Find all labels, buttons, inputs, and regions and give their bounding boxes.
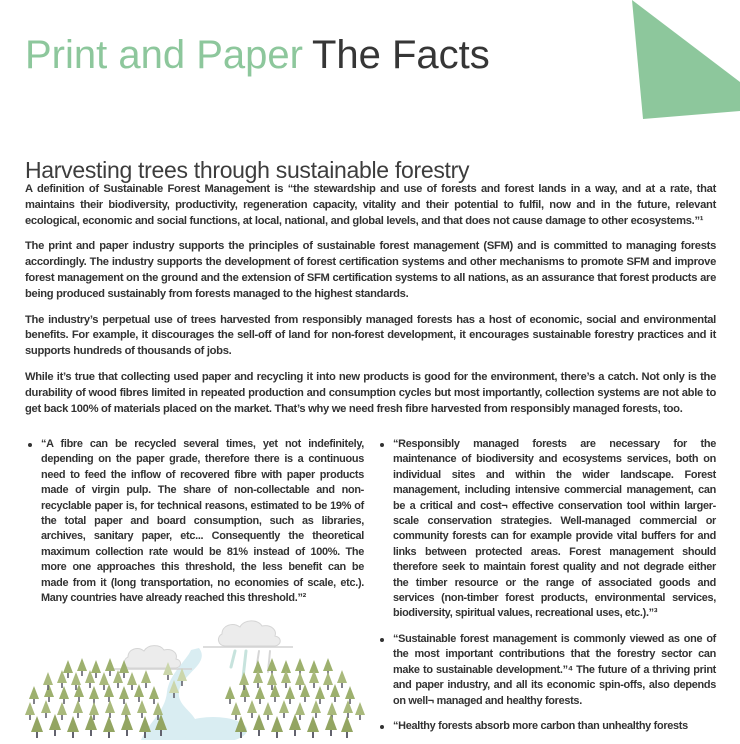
left-bullet-list — [25, 437, 364, 606]
title-suffix: The Facts — [311, 33, 490, 77]
forest-left — [25, 658, 167, 738]
bullet-dot-icon — [380, 443, 384, 447]
intro-paragraph-2: The print and paper industry supports the principles of sustainable forest management (SFM) and is committed to managing forests accordingly. The industry supports the development of forest certification systems and other mechanisms to promote SFM and improve forest management on the ground and the extension of SFM certification systems to all nations, as an assurance that forest products are being produced sustainably from forests managed to the highest standards. — [25, 240, 716, 300]
bullet-item — [25, 437, 364, 606]
intro-section — [25, 182, 716, 427]
corner-triangle-decoration — [630, 0, 740, 120]
bullet-text: “Responsibly managed forests are necessary for the maintenance of biodiversity and ecosystems services, both on individual sites and within the wider landscape. Forest management, including intensive commercial management, can be a critical and cost¬ effective conservation tool within larger-scale conservation strategies. Well-managed commercial or community forests can for example provide vital buffers for and links between protected areas. Forest management should therefore seek to maintain forest quality and not degrade either the timber resource or the range of associated goods and services (non-timber forest products, environmental services, biodiversity, spiritual values, recreational uses, etc.).”³ — [393, 438, 716, 620]
right-column — [377, 437, 716, 744]
intro-paragraph-1: A definition of Sustainable Forest Management is “the stewardship and use of forests and forest lands in a way, and at a rate, that maintains their biodiversity, productivity, regeneration capacity, vitality and their potential to fulfil, now and in the future, relevant ecological, economic and social functions, at local, national, and global levels, and that does not cause damage to other ecosystems.”¹ — [25, 183, 716, 227]
intro-paragraph-4: While it’s true that collecting used paper and recycling it into new products is good for the environment, there’s a catch. Not only is the durability of wood fibres limited in repeated production and consumption cycles but most importantly, collection systems are not able to get back 100% of materials placed on the market. That’s why we need fresh fibre harvested from responsibly managed forests, too. — [25, 370, 716, 415]
bullet-item — [377, 719, 716, 734]
section-heading: Harvesting trees through sustainable forestry — [25, 157, 470, 184]
forest-illustration — [25, 618, 365, 740]
rain-cloud-icon — [203, 621, 293, 678]
bullet-text: “A fibre can be recycled several times, yet not indefinitely, depending on the paper grade, therefore there is a continuous need to feed the inflow of recovered fibre with paper products made of virgin pulp. The share of non-collectable and non-recyclable paper is, for technical reasons, estimated to be 19% of the total paper and board consumption, such as libraries, archives, sanitary paper, etc... Consequently the theoretical maximum collection rate would be 81% instead of 100%. The more one approaches this threshold, the less benefit can be made from it (long transportation, no economies of scale, etc.). Many countries have already reached this threshold.”² — [41, 438, 364, 605]
page-title — [25, 33, 490, 78]
bullet-text: “Sustainable forest management is commonly viewed as one of the most important contributions that the forestry sector can make to sustainable development.”⁴ The future of a thriving print and paper industry, and all its economic spin-offs, also depends on well¬ managed and healthy forests. — [393, 632, 716, 707]
triangle-shape — [632, 0, 740, 119]
forest-right — [225, 658, 365, 738]
bullet-dot-icon — [28, 443, 32, 447]
bullet-dot-icon — [380, 725, 384, 729]
bullet-item — [377, 437, 716, 622]
title-brand: Print and Paper — [25, 33, 303, 77]
bullet-item — [377, 632, 716, 709]
bullet-text: “Healthy forests absorb more carbon than unhealthy forests — [393, 719, 688, 732]
right-bullet-list — [377, 437, 716, 734]
cloud-icon — [108, 646, 192, 669]
intro-paragraph-3: The industry’s perpetual use of trees harvested from responsibly managed forests has a host of economic, social and environmental benefits. For example, it discourages the sell-off of land for non-forest development, it encourages sustainable forestry practices and it supports hundreds of thousands of jobs. — [25, 313, 716, 358]
bullet-dot-icon — [380, 638, 384, 642]
